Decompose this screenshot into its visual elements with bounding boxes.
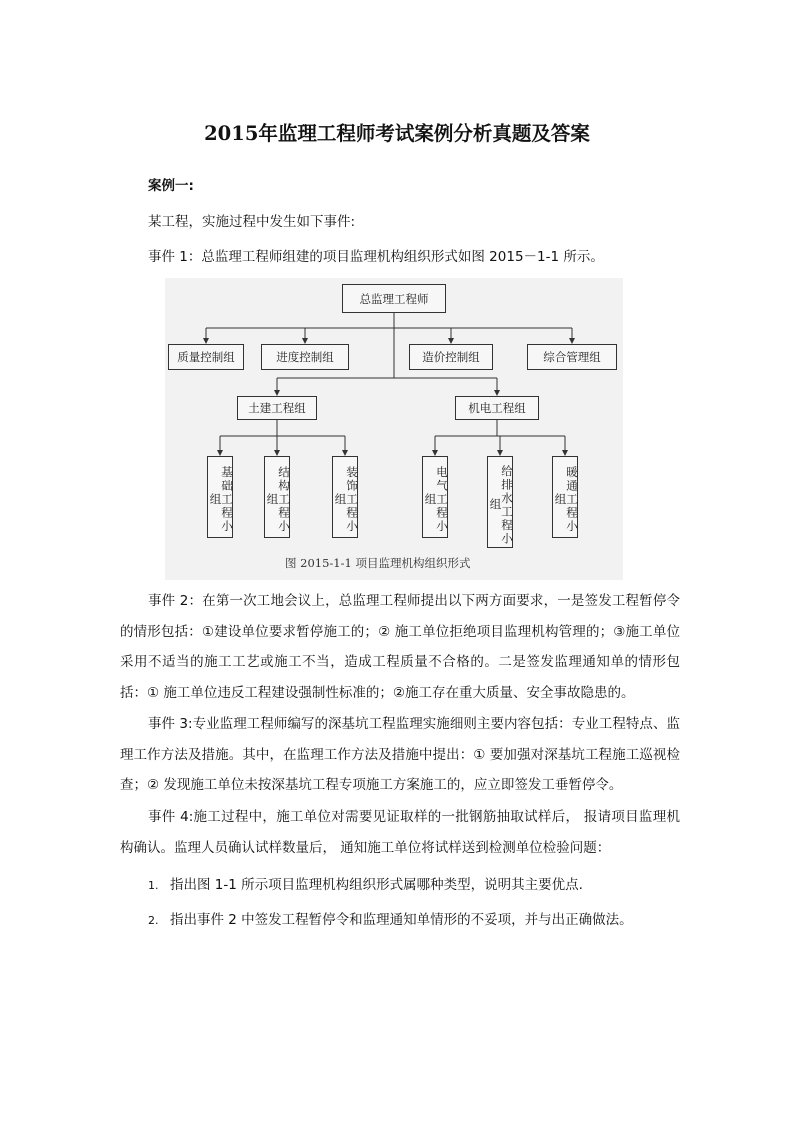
event-2-text: 事件 2：在第一次工地会议上，总监理工程师提出以下两方面要求，一是签发工程暂停令的情形包括：①建设单位要求暂停施工的；② 施工单位拒绝项目监理机构管理的；③施工单位采用不适当的施工工艺或施工不当，造成工程质量不合格的。二是签发监理通知单的情形包括：① 施工单位违反工程建设强制性标准的；②施工存在重大质量、安全事故隐患的。 bbox=[120, 593, 680, 701]
org-node-structure-team: 结构工程小组 bbox=[264, 456, 290, 538]
org-chart-caption: 图 2015-1-1 项目监理机构组织形式 bbox=[285, 556, 471, 570]
case-heading: 案例一: bbox=[148, 178, 194, 194]
question-2 bbox=[148, 911, 633, 930]
org-node-root: 总监理工程师 bbox=[342, 284, 446, 313]
org-node-mep-group: 机电工程组 bbox=[455, 396, 539, 420]
case-intro: 某工程，实施过程中发生如下事件: bbox=[148, 214, 356, 230]
event-1-text: 事件 1：总监理工程师组建的项目监理机构组织形式如图 2015－1-1 所示。 bbox=[148, 249, 604, 265]
org-node-electrical-team: 电气工程小组 bbox=[422, 456, 448, 538]
org-chart-figure bbox=[165, 278, 623, 580]
question-1-text: 指出图 1-1 所示项目监理机构组织形式属哪种类型，说明其主要优点. bbox=[170, 877, 583, 893]
org-node-foundation-team: 基础工程小组 bbox=[207, 456, 233, 538]
event-3-text: 事件 3:专业监理工程师编写的深基坑工程监理实施细则主要内容包括：专业工程特点、监理工作方法及措施。其中，在监理工作方法及措施中提出：① 要加强对深基坑工程施工巡视检查；② 发现施工单位未按深基坑工程专项施工方案施工的，应立即签发工垂暂停令。 bbox=[120, 716, 680, 793]
org-node-cost-group: 造价控制组 bbox=[409, 344, 493, 370]
question-1 bbox=[148, 876, 583, 895]
event-4-text: 事件 4:施工过程中，施工单位对需要见证取样的一批钢筋抽取试样后， 报请项目监理机构确认。监理人员确认试样数量后， 通知施工单位将试样送到检测单位检验问题： bbox=[120, 809, 680, 856]
org-node-hvac-team: 暖通工程小组 bbox=[552, 456, 578, 538]
question-2-number: 2. bbox=[148, 914, 159, 927]
question-2-text: 指出事件 2 中签发工程暂停令和监理通知单情形的不妥项，并与出正确做法。 bbox=[170, 912, 633, 928]
org-node-decoration-team: 装饰工程小组 bbox=[332, 456, 358, 538]
org-node-civil-group: 土建工程组 bbox=[237, 396, 317, 420]
document-title: 2015年监理工程师考试案例分析真题及答案 bbox=[204, 122, 590, 145]
question-1-number: 1. bbox=[148, 879, 159, 892]
org-node-quality-group: 质量控制组 bbox=[168, 344, 244, 370]
org-node-plumbing-team: 给排水工程小组 bbox=[487, 456, 513, 548]
org-node-schedule-group: 进度控制组 bbox=[261, 344, 349, 370]
org-node-admin-group: 综合管理组 bbox=[527, 344, 617, 370]
